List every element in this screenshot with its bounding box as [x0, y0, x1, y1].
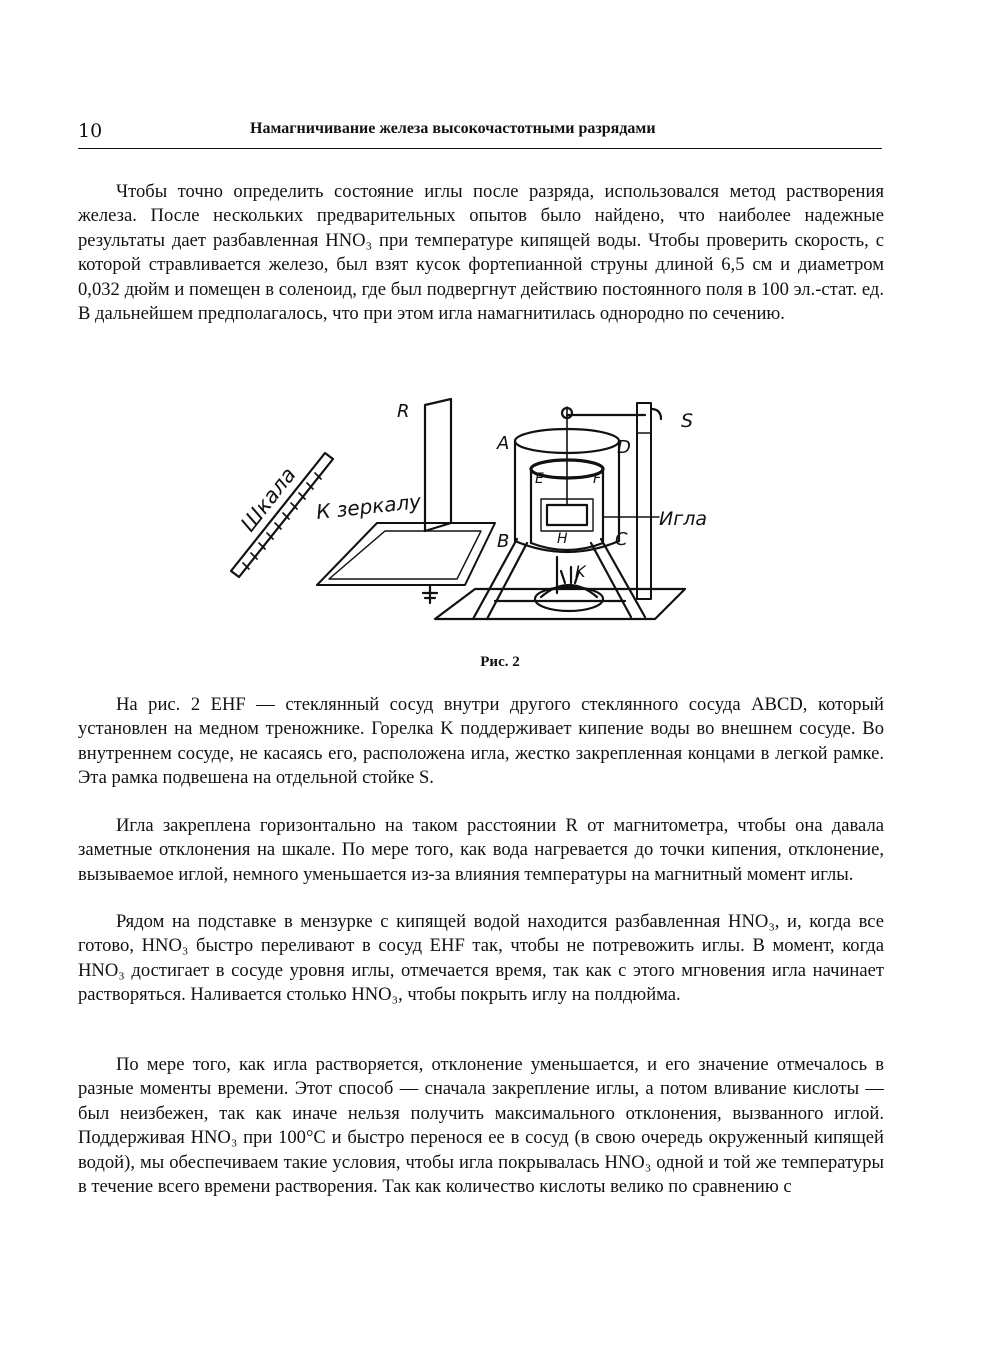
- label-e: E: [535, 471, 544, 487]
- scale-label: Шкала: [236, 462, 301, 537]
- paragraph-5-text: По мере того, как игла растворяется, отклонение уменьшается, и его значение отмечалось в разные моменты времени. Этот способ — сначала закрепление иглы, а потом вливание кислоты — был неизбежен, так как иначе нельзя получить максимального отклонения, вызванного иглой. Поддерживая HNO₃ при 100°C и быстро перенося ее в сосуд (в свою очередь окруженный кипящей водой), мы обеспечиваем такие условия, чтобы игла покрывалась HNO₃ одной и той же температуры в течение всего времени растворения. Так как количество кислоты велико по сравнению с: [78, 1054, 884, 1198]
- needle-label: Игла: [659, 508, 707, 530]
- paragraph-1: [78, 180, 884, 326]
- paragraph-1-text: Чтобы точно определить состояние иглы после разряда, использовался метод растворения железа. После нескольких предварительных опытов было найдено, что наиболее надежные результаты дает разбавленная HNO₃ при температуре кипящей воды. Чтобы проверить скорость, с которой стравливается железо, был взят кусок фортепианной струны длиной 6,5 см и диаметром 0,032 дюйм и помещен в соленоид, где был подвергнут действию постоянного поля в 100 эл.-стат. ед. В дальнейшем предполагалось, что при этом игла намагнитилась однородно по сечению.: [78, 181, 884, 325]
- paragraph-4-text: Рядом на подставке в мензурке с кипящей водой находится разбавленная HNO₃, и, когда все готово, HNO₃ быстро переливают в сосуд EHF так, чтобы не потревожить иглы. В момент, когда HNO₃ достигает в сосуде уровня иглы, отмечается время, так как с этого мгновения игла начинает растворяться. Наливается столько HNO₃, чтобы покрыть иглу на полдюйма.: [78, 911, 884, 1006]
- label-r: R: [397, 401, 410, 422]
- running-title: Намагничивание железа высокочастотными разрядами: [250, 120, 656, 137]
- page-number: 10: [78, 120, 103, 142]
- label-b: B: [497, 531, 510, 552]
- paragraph-3-text: Игла закреплена горизонтально на таком расстоянии R от магнитометра, чтобы она давала заметные отклонения на шкале. По мере того, как вода нагревается до точки кипения, отклонение, вызываемое иглой, немного уменьшается из-за влияния температуры на магнитный момент иглы.: [78, 815, 884, 885]
- needle-frame: [541, 407, 593, 531]
- figure-apparatus-diagram: [225, 393, 725, 633]
- label-a: A: [497, 433, 510, 454]
- label-d: D: [617, 437, 631, 458]
- apparatus-drawing: [225, 393, 725, 633]
- label-h: H: [557, 531, 568, 547]
- figure-caption: Рис. 2: [480, 654, 520, 670]
- paragraph-4: [78, 910, 884, 1008]
- paragraph-3: [78, 814, 884, 887]
- label-k: K: [575, 562, 586, 581]
- header-rule: [78, 148, 882, 149]
- label-s: S: [681, 410, 694, 432]
- to-mirror-label: К зеркалу: [315, 489, 423, 524]
- label-f: F: [593, 471, 602, 487]
- base-plate: [435, 589, 685, 619]
- paragraph-2-text: На рис. 2 EHF — стеклянный сосуд внутри другого стеклянного сосуда ABCD, который установлен на медном треножнике. Горелка K поддерживает кипение воды во внешнем сосуде. Во внутреннем сосуде, не касаясь его, расположена игла, жестко закрепленная концами в легкой рамке. Эта рамка подвешена на отдельной стойке S.: [78, 694, 884, 789]
- paragraph-5: [78, 1053, 884, 1199]
- paragraph-2: [78, 693, 884, 791]
- label-c: C: [615, 529, 628, 550]
- running-header: [78, 118, 882, 146]
